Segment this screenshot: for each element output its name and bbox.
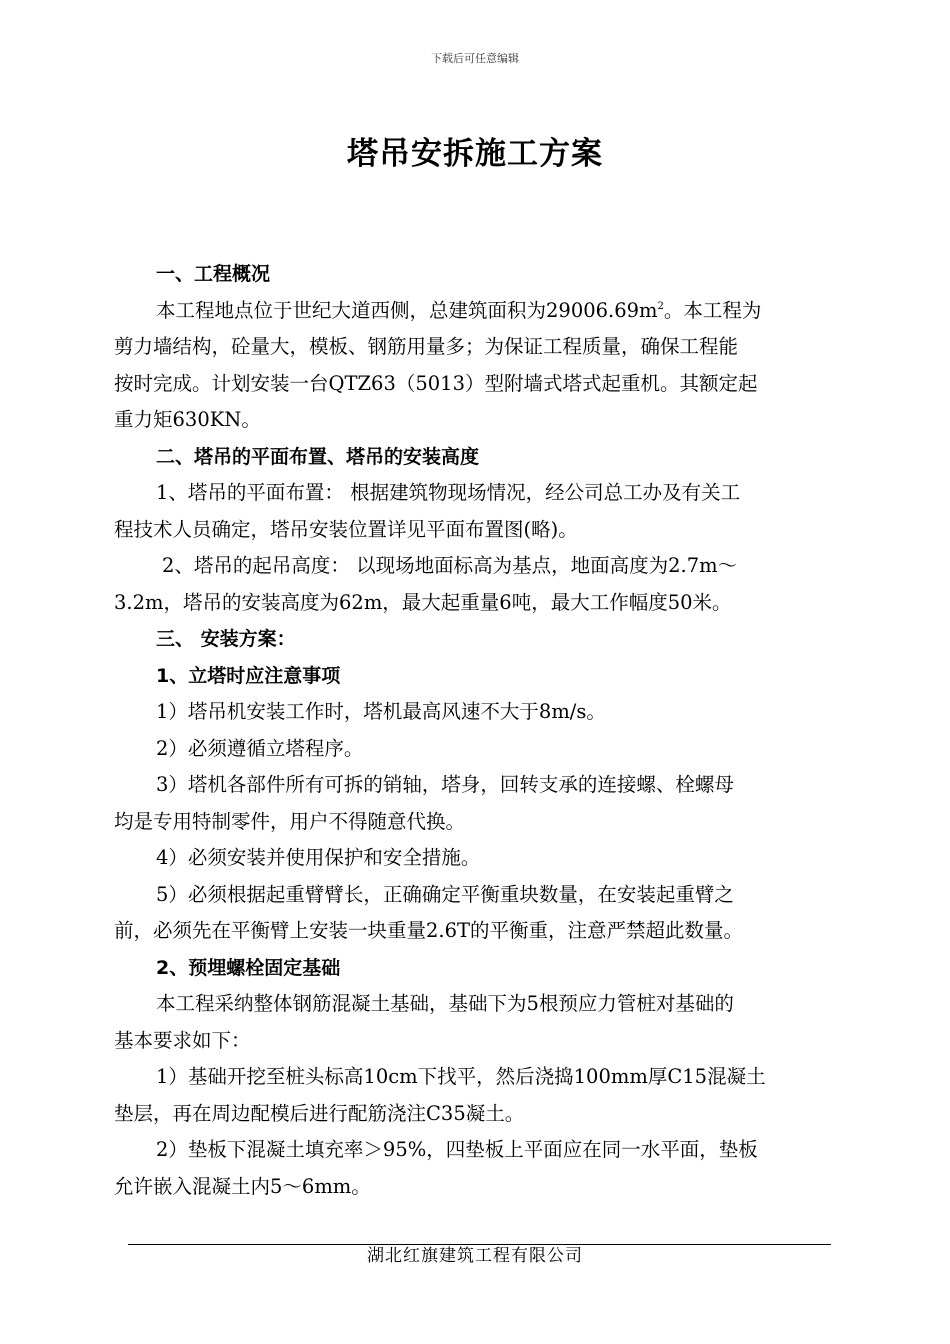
- footer-company: 湖北红旗建筑工程有限公司: [367, 1246, 583, 1266]
- list-item-continuation: 前，必须先在平衡臂上安装一块重量2.6T的平衡重，注意严禁超此数量。: [114, 919, 744, 942]
- paragraph-line: [114, 293, 838, 330]
- paragraph-line: 本工程采纳整体钢筋混凝土基础，基础下为5根预应力管桩对基础的: [156, 992, 734, 1015]
- section-3-heading: 三、 安装方案：: [156, 628, 296, 650]
- list-item-continuation: 垫层，再在周边配模后进行配筋浇注C35凝土。: [114, 1101, 525, 1125]
- page-title: 塔吊安拆施工方案: [347, 136, 603, 172]
- list-item: 3）塔机各部件所有可拆的销轴，塔身，回转支承的连接螺、栓螺母: [156, 773, 734, 796]
- list-item: 1）基础开挖至桩头标高10cm下找平，然后浇捣100mm厚C15混凝土: [156, 1065, 766, 1088]
- paragraph-line: 重力矩630KN。: [114, 408, 261, 431]
- header-note: 下载后可任意编辑: [431, 52, 519, 65]
- text-span: 。本工程为: [663, 298, 762, 322]
- section-2-heading: 二、塔吊的平面布置、塔吊的安装高度: [156, 445, 480, 468]
- document-body: [114, 256, 838, 1205]
- superscript: 2: [657, 300, 664, 312]
- section-1-heading: 一、工程概况: [156, 263, 271, 285]
- paragraph-line: 1、塔吊的平面布置： 根据建筑物现场情况，经公司总工办及有关工: [156, 481, 741, 504]
- subsection-heading: 2、预埋螺栓固定基础: [156, 956, 341, 979]
- list-item: 4）必须安装并使用保护和安全措施。: [156, 846, 481, 869]
- list-item-continuation: 均是专用特制零件，用户不得随意代换。: [114, 809, 466, 833]
- paragraph-line: 3.2m，塔吊的安装高度为62m，最大起重量6吨，最大工作幅度50米。: [114, 590, 732, 614]
- paragraph-line: 基本要求如下：: [114, 1028, 251, 1052]
- list-item: 5）必须根据起重臂臂长，正确确定平衡重块数量，在安装起重臂之: [156, 882, 734, 906]
- paragraph-line: 按时完成。计划安装一台QTZ63（5013）型附墙式塔式起重机。其额定起: [114, 371, 758, 395]
- list-item: 2）必须遵循立塔程序。: [156, 736, 364, 760]
- paragraph-line: 2、塔吊的起吊高度： 以现场地面标高为基点，地面高度为2.7m～: [162, 554, 738, 577]
- text-span: 本工程地点位于世纪大道西侧，总建筑面积为29006.69m: [156, 298, 658, 322]
- list-item: 2）垫板下混凝土填充率＞95%，四垫板上平面应在同一水平面，垫板: [156, 1138, 758, 1161]
- list-item-continuation: 允许嵌入混凝土内5～6mm。: [114, 1174, 371, 1198]
- subsection-heading: 1、立塔时应注意事项: [156, 664, 341, 687]
- list-item: 1）塔吊机安装工作时，塔机最高风速不大于8m/s。: [156, 700, 606, 723]
- paragraph-line: 程技术人员确定，塔吊安装位置详见平面布置图(略)。: [114, 517, 578, 541]
- paragraph-line: 剪力墙结构，砼量大，模板、钢筋用量多；为保证工程质量，确保工程能: [114, 335, 739, 358]
